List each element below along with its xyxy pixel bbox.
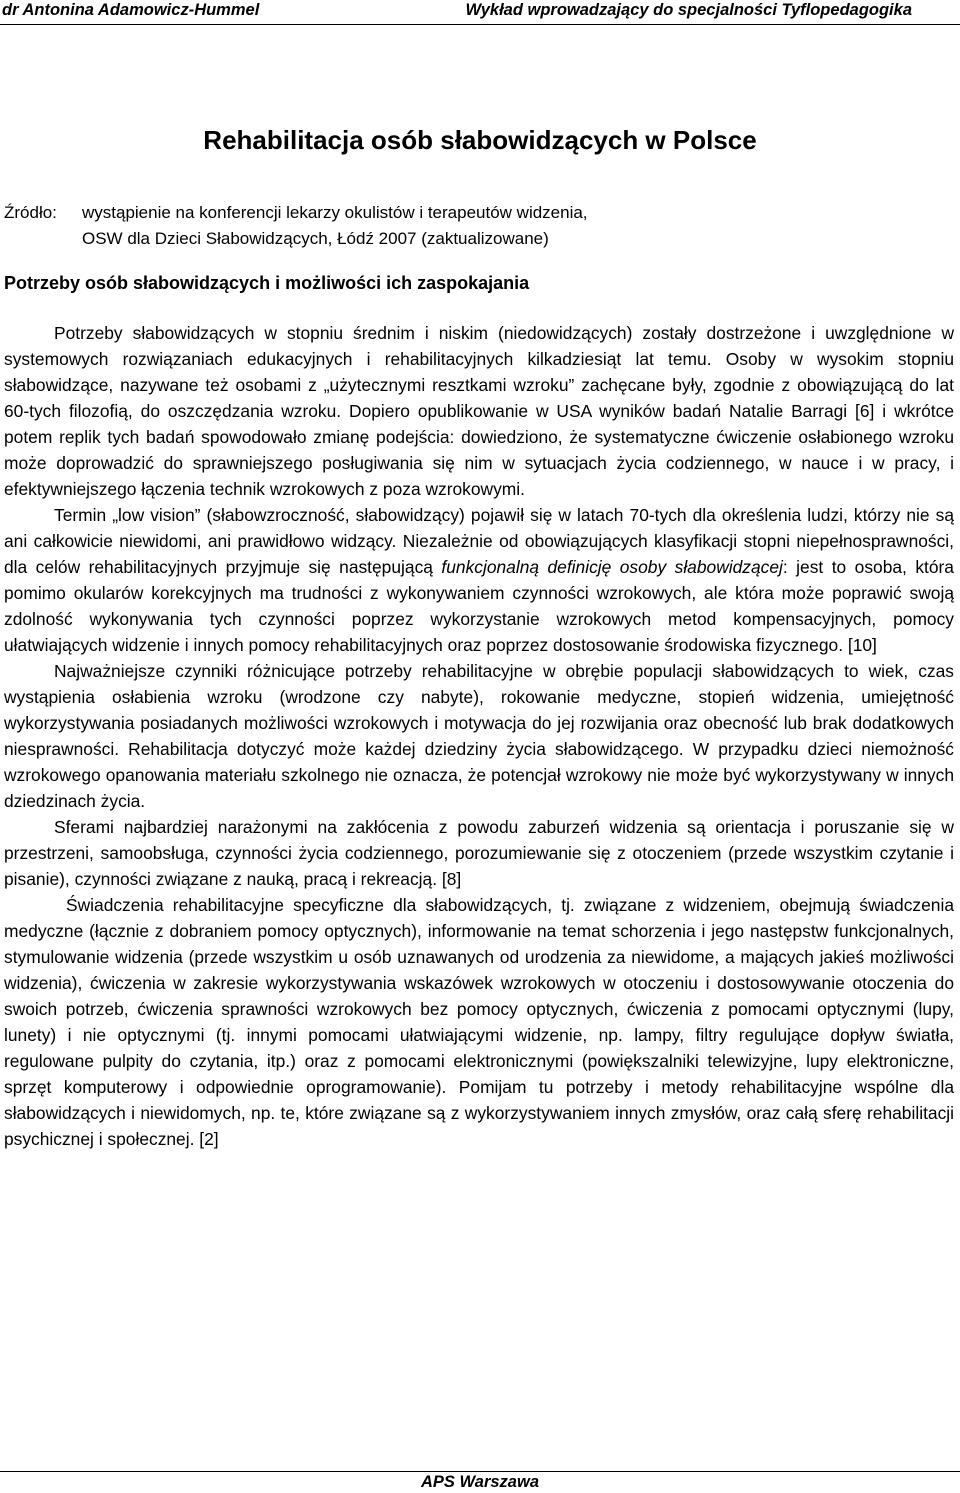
page-header [0,0,960,25]
source-line-1: wystąpienie na konferencji lekarzy okulistów i terapeutów widzenia, [82,203,588,222]
paragraph-2-text-a: Termin „low vision” (słabowzroczność, słabowidzący) pojawił się w latach 70-tych dla określenia ludzi, którzy nie są ani całkowicie niewidomi, ani prawidłowo widzący. Niezależnie od obowiązujących klasyfikacji stopni niepełnosprawności, dla celów rehabilitacyjnych przyjmuje się następującą [4,505,954,577]
footer-rule [0,1471,960,1472]
paragraph-5: Świadczenia rehabilitacyjne specyficzne dla słabowidzących, tj. związane z widzeniem, obejmują świadczenia medyczne (łącznie z dobraniem pomocy optycznych), informowanie na temat schorzenia i jego następstw funkcjonalnych, stymulowanie widzenia (przede wszystkim u osób uznawanych od urodzenia za niewidome, a mających jakieś możliwości widzenia), ćwiczenia w zakresie wykorzystywania wskazówek wzrokowych w otoczeniu i dostosowywanie otoczenia do swoich potrzeb, ćwiczenia sprawności wzrokowych bez pomocy optycznych, ćwiczenia z pomocami optycznymi (lupy, lunety) i nie optycznymi (tj. innymi pomocami ułatwiającymi widzenie, np. lampy, filtry regulujące dopływ światła, regulowane pulpity do czytania, itp.) oraz z pomocami elektronicznymi (powiększalniki telewizyjne, lupy elektroniczne, sprzęt komputerowy i odpowiednie oprogramowanie). Pomijam tu potrzeby i metody rehabilitacyjne wspólne dla słabowidzących i niewidomych, np. te, które związane są z wykorzystywaniem innych zmysłów, oraz całą sferę rehabilitacji psychicznej i społecznej. [2] [4,895,954,1149]
paragraph-3: Najważniejsze czynniki różnicujące potrzeby rehabilitacyjne w obrębie populacji słabowidzących to wiek, czas wystąpienia osłabienia wzroku (wrodzone czy nabyte), rokowanie medyczne, stopień widzenia, umiejętność wykorzystywania posiadanych możliwości wzrokowych i motywacja do jej rozwijania oraz obecność lub brak dodatkowych niesprawności. Rehabilitacja dotyczyć może każdej dziedziny życia słabowidzącego. W przypadku dzieci niemożność wzrokowego opanowania materiału szkolnego nie oznacza, że potencjał wzrokowy nie może być wykorzystywany w innych dziedzinach życia. [4,661,954,811]
header-author: dr Antonina Adamowicz-Hummel [2,1,260,19]
page-footer: APS Warszawa [421,1473,539,1491]
source-label: Źródło: [4,203,57,222]
paragraph-2 [4,502,954,658]
body-text [4,320,954,1152]
header-course: Wykład wprowadzający do specjalności Tyflopedagogika [465,1,912,19]
document-title: Rehabilitacja osób słabowidzących w Polsce [203,125,757,155]
paragraph-2-definition: funkcjonalną definicję osoby słabowidzącej [441,557,783,577]
paragraph-1: Potrzeby słabowidzących w stopniu średnim i niskim (niedowidzących) zostały dostrzeżone i uwzględnione w systemowych rozwiązaniach edukacyjnych i rehabilitacyjnych kilkadziesiąt lat temu. Osoby w wysokim stopniu słabowidzące, nazywane też osobami z „użytecznymi resztkami wzroku” zachęcane były, zgodnie z obowiązującą do lat 60-tych filozofią, do oszczędzania wzroku. Dopiero opublikowanie w USA wyników badań Natalie Barragi [6] i wkrótce potem replik tych badań spowodowało zmianę podejścia: dowiedziono, że systematyczne ćwiczenie osłabionego wzroku może doprowadzić do sprawniejszego posługiwania się nim w sytuacjach życia codziennego, w nauce i w pracy, i efektywniejszego łączenia technik wzrokowych z poza wzrokowymi. [4,323,954,499]
paragraph-4: Sferami najbardziej narażonymi na zakłócenia z powodu zaburzeń widzenia są orientacja i poruszanie się w przestrzeni, samoobsługa, czynności życia codziennego, porozumiewanie się z otoczeniem (przede wszystkim czytanie i pisanie), czynności związane z nauką, pracą i rekreacją. [8] [4,817,954,889]
paragraph-2-text-b: : jest to osoba, która pomimo okularów korekcyjnych ma trudności z wykonywaniem czynności wzrokowych, ale która może poprawić swoją zdolność wykonywania tych czynności poprzez wykorzystanie wzrokowych metod kompensacyjnych, pomocy ułatwiających widzenie i innych pomocy rehabilitacyjnych oraz poprzez dostosowanie środowiska fizycznego. [10] [4,557,954,655]
source-line-2: OSW dla Dzieci Słabowidzących, Łódź 2007 (zaktualizowane) [82,229,549,248]
section-heading: Potrzeby osób słabowidzących i możliwości ich zaspokajania [4,273,530,293]
